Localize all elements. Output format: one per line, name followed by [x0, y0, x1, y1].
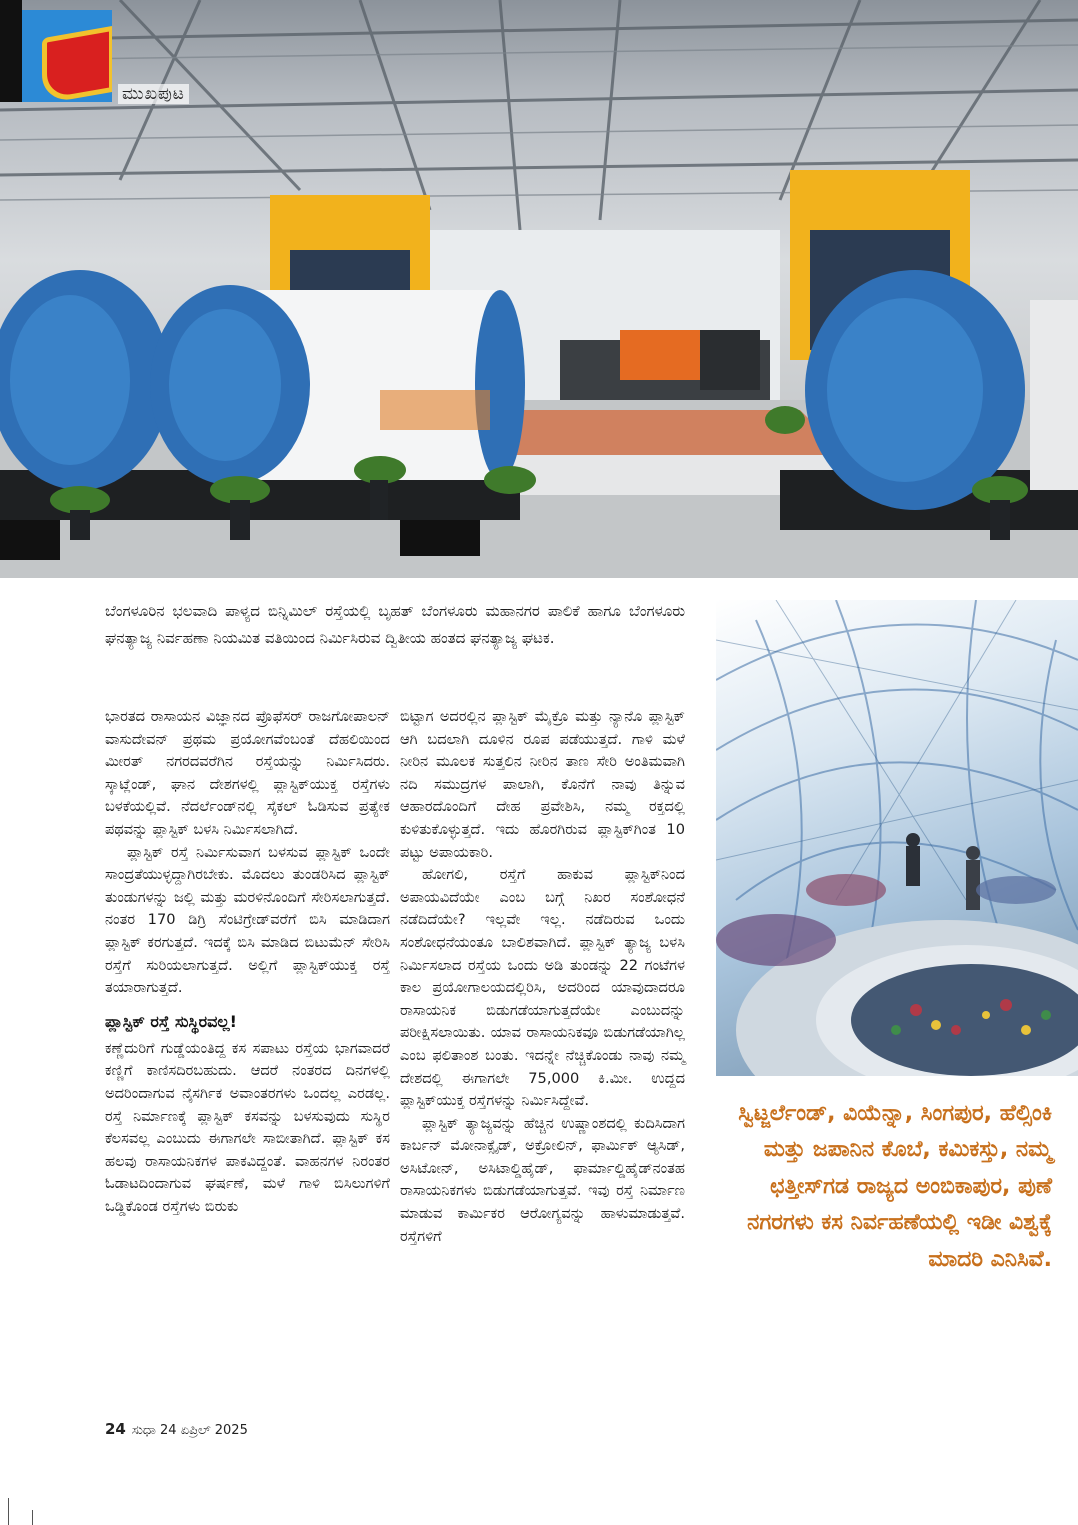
paragraph: ಭಾರತದ ರಾಸಾಯನ ವಿಜ್ಞಾನದ ಪ್ರೊಫೆಸರ್ ರಾಜಗೋಪಾಲನ್ ವಾಸುದೇವನ್ ಪ್ರಥಮ ಪ್ರಯೋಗವೆಂಬಂತೆ ದೆಹಲಿಯಿಂದ ಮೀರತ್ ನಗರದವರೆಗಿನ ರಸ್ತೆಯನ್ನು ನಿರ್ಮಿಸಿದರು. ಸ್ಕಾಟ್ಲೆಂಡ್, ಘಾನ ದೇಶಗಳಲ್ಲಿ ಪ್ಲಾಸ್ಟಿಕ್‌ಯುಕ್ತ ರಸ್ತೆಗಳು ಬಳಕೆಯಲ್ಲಿವೆ. ನೆದರ್ಲೆಂಡ್‌ನಲ್ಲಿ ಸೈಕಲ್ ಓಡಿಸುವ ಪ್ರತ್ಯೇಕ ಪಥವನ್ನು ಪ್ಲಾಸ್ಟಿಕ್ ಬಳಸಿ ನಿರ್ಮಿಸಲಾಗಿದೆ. [105, 708, 390, 838]
paragraph: ಬಿಟ್ಟಾಗ ಅದರಲ್ಲಿನ ಪ್ಲಾಸ್ಟಿಕ್ ಮೈಕ್ರೊ ಮತ್ತು ನ್ಯಾನೊ ಪ್ಲಾಸ್ಟಿಕ್ ಆಗಿ ಬದಲಾಗಿ ದೂಳಿನ ರೂಪ ಪಡೆಯುತ್ತದೆ. ಗಾಳಿ ಮಳೆ ನೀರಿನ ಮೂಲಕ ಸುತ್ತಲಿನ ನೀರಿನ ತಾಣ ಸೇರಿ ಅಂತಿಮವಾಗಿ ನದಿ ಸಮುದ್ರಗಳ ಪಾಲಾಗಿ, ಕೊನೆಗೆ ನಾವು ತಿನ್ನುವ ಆಹಾರದೊಂದಿಗೆ ದೇಹ ಪ್ರವೇಶಿಸಿ, ನಮ್ಮ ರಕ್ತದಲ್ಲಿ ಕುಳಿತುಕೊಳ್ಳುತ್ತದೆ. ಇದು ಹೊರಗಿರುವ ಪ್ಲಾಸ್ಟಿಕ್‌ಗಿಂತ 10 ಪಟ್ಟು ಅಪಾಯಕಾರಿ. [400, 708, 685, 861]
magazine-logo [22, 10, 112, 102]
issue-info: ಸುಧಾ 24 ಏಪ್ರಿಲ್ 2025 [131, 1423, 248, 1438]
article-column-left [105, 706, 390, 1218]
paragraph: ಕಣ್ಣೆದುರಿಗೆ ಗುಡ್ಡೆಯಂತಿದ್ದ ಕಸ ಸಪಾಟು ರಸ್ತೆಯ ಭಾಗವಾದರೆ ಕಣ್ಣಿಗೆ ಕಾಣಿಸದಿರಬಹುದು. ಆದರೆ ನಂತರದ ದಿನಗಳಲ್ಲಿ ಅದರಿಂದಾಗುವ ನೈಸರ್ಗಿಕ ಅವಾಂತರಗಳು ಒಂದಲ್ಲ ಎರಡಲ್ಲ. ರಸ್ತೆ ನಿರ್ಮಾಣಕ್ಕೆ ಪ್ಲಾಸ್ಟಿಕ್ ಕಸವನ್ನು ಬಳಸುವುದು ಸುಸ್ಥಿರ ಕೆಲಸವಲ್ಲ ಎಂಬುದು ಈಗಾಗಲೇ ಸಾಬೀತಾಗಿದೆ. ಪ್ಲಾಸ್ಟಿಕ್ ಕಸ ಹಲವು ರಾಸಾಯನಿಕಗಳ ಪಾಕವಿದ್ದಂತೆ. ವಾಹನಗಳ ನಿರಂತರ ಓಡಾಟದಿಂದಾಗುವ ಘರ್ಷಣೆ, ಮಳೆ ಗಾಳಿ ಬಿಸಿಲುಗಳಿಗೆ ಒಡ್ಡಿಕೊಂಡ ರಸ್ತೆಗಳು ಬಿರುಕು [105, 1039, 390, 1215]
crop-mark [32, 1510, 33, 1525]
crop-mark [8, 1498, 9, 1525]
paragraph: ಹೋಗಲಿ, ರಸ್ತೆಗೆ ಹಾಕುವ ಪ್ಲಾಸ್ಟಿಕ್‌ನಿಂದ ಅಪಾಯವಿದೆಯೇ ಎಂಬ ಬಗ್ಗೆ ನಿಖರ ಸಂಶೋಧನೆ ನಡೆದಿದೆಯೇ? ಇಲ್ಲವೇ ಇಲ್ಲ. ನಡೆದಿರುವ ಒಂದು ಸಂಶೋಧನೆಯಂತೂ ಬಾಲಿಶವಾಗಿದೆ. ಪ್ಲಾಸ್ಟಿಕ್ ತ್ಯಾಜ್ಯ ಬಳಸಿ ನಿರ್ಮಿಸಲಾದ ರಸ್ತೆಯ ಒಂದು ಅಡಿ ತುಂಡನ್ನು 22 ಗಂಟೆಗಳ ಕಾಲ ಪ್ರಯೋಗಾಲಯದಲ್ಲಿರಿಸಿ, ಅದರಿಂದ ಯಾವುದಾದರೂ ರಾಸಾಯನಿಕ ಬಿಡುಗಡೆಯಾಗುತ್ತದೆಯೇ ಎಂಬುದನ್ನು ಪರೀಕ್ಷಿಸಲಾಯಿತು. ಯಾವ ರಾಸಾಯನಿಕವೂ ಬಿಡುಗಡೆಯಾಗಿಲ್ಲ ಎಂಬ ಫಲಿತಾಂಶ ಬಂತು. ಇದನ್ನೇ ನೆಚ್ಚಿಕೊಂಡು ನಾವು ನಮ್ಮ ದೇಶದಲ್ಲಿ ಈಗಾಗಲೇ 75,000 ಕಿ.ಮೀ. ಉದ್ದದ ಪ್ಲಾಸ್ಟಿಕ್‌ಯುಕ್ತ ರಸ್ತೆಗಳನ್ನು ನಿರ್ಮಿಸಿದ್ದೇವೆ. [400, 866, 685, 1110]
page-number: 24 [105, 1420, 126, 1438]
pull-quote: ಸ್ವಿಟ್ಜರ್ಲೆಂಡ್, ವಿಯೆನ್ನಾ, ಸಿಂಗಪುರ, ಹೆಲ್ಸಿಂಕಿ ಮತ್ತು ಜಪಾನಿನ ಕೊಬೆ, ಕಮಿಕಸ್ತು, ನಮ್ಮ ಛತ್ತೀಸ್‌ಗಡ ರಾಜ್ಯದ ಅಂಬಿಕಾಪುರ, ಪುಣೆ ನಗರಗಳು ಕಸ ನಿರ್ವಹಣೆಯಲ್ಲಿ ಇಡೀ ವಿಶ್ವಕ್ಕೆ ಮಾದರಿ ಎನಿಸಿವೆ. [738, 1101, 1052, 1272]
page-folio [105, 1420, 248, 1438]
hero-photo [0, 0, 1078, 578]
logo-strip [0, 0, 22, 102]
photo-caption: ಬೆಂಗಳೂರಿನ ಭಲವಾದಿ ಪಾಳ್ಯದ ಬಿನ್ನಿಮಿಲ್ ರಸ್ತೆಯಲ್ಲಿ ಬೃಹತ್ ಬೆಂಗಳೂರು ಮಹಾನಗರ ಪಾಲಿಕೆ ಹಾಗೂ ಬೆಂಗಳೂರು ಘನತ್ಯಾಜ್ಯ ನಿರ್ವಹಣಾ ನಿಯಮಿತ ವತಿಯಿಂದ ನಿರ್ಮಿಸಿರುವ ದ್ವಿತೀಯ ಹಂತದ ಘನತ್ಯಾಜ್ಯ ಘಟಕ. [105, 602, 685, 647]
subheading: ಪ್ಲಾಸ್ಟಿಕ್ ರಸ್ತೆ ಸುಸ್ಥಿರವಲ್ಲ! [105, 1011, 237, 1031]
paragraph: ಪ್ಲಾಸ್ಟಿಕ್ ರಸ್ತೆ ನಿರ್ಮಿಸುವಾಗ ಬಳಸುವ ಪ್ಲಾಸ್ಟಿಕ್ ಒಂದೇ ಸಾಂದ್ರತೆಯುಳ್ಳದ್ದಾಗಿರಬೇಕು. ಮೊದಲು ತುಂಡರಿಸಿದ ಪ್ಲಾಸ್ಟಿಕ್ ತುಂಡುಗಳನ್ನು ಜಲ್ಲಿ ಮತ್ತು ಮರಳಿನೊಂದಿಗೆ ಸೇರಿಸಲಾಗುತ್ತದೆ. ನಂತರ 170 ಡಿಗ್ರಿ ಸೆಂಟಿಗ್ರೇಡ್‌ವರೆಗೆ ಬಿಸಿ ಮಾಡಿದಾಗ ಪ್ಲಾಸ್ಟಿಕ್ ಕರಗುತ್ತದೆ. ಇದಕ್ಕೆ ಬಿಸಿ ಮಾಡಿದ ಬಿಟುಮೆನ್ ಸೇರಿಸಿ ರಸ್ತೆಗೆ ಸುರಿಯಲಾಗುತ್ತದೆ. ಅಲ್ಲಿಗೆ ಪ್ಲಾಸ್ಟಿಕ್‌ಯುಕ್ತ ರಸ್ತೆ ತಯಾರಾಗುತ್ತದೆ. [105, 843, 390, 997]
side-photo [716, 600, 1078, 1076]
article-column-right [400, 706, 685, 1248]
paragraph: ಪ್ಲಾಸ್ಟಿಕ್ ತ್ಯಾಜ್ಯವನ್ನು ಹೆಚ್ಚಿನ ಉಷ್ಣಾಂಶದಲ್ಲಿ ಕುದಿಸಿದಾಗ ಕಾರ್ಬನ್ ಮೋನಾಕ್ಸೈಡ್, ಅಕ್ರೋಲಿನ್, ಫಾರ್ಮಿಕ್ ಆ್ಯಸಿಡ್, ಅಸಿಟೋನ್, ಅಸಿಟಾಲ್ಡಿಹೈಡ್, ಫಾರ್ಮಾಲ್ಡಿಹೈಡ್‌ನಂತಹ ರಾಸಾಯನಿಕಗಳು ಬಿಡುಗಡೆಯಾಗುತ್ತವೆ. ಇವು ರಸ್ತೆ ನಿರ್ಮಾಣ ಮಾಡುವ ಕಾರ್ಮಿಕರ ಆರೋಗ್ಯವನ್ನು ಹಾಳುಮಾಡುತ್ತವೆ. ರಸ್ತೆಗಳಿಗೆ [400, 1114, 685, 1245]
section-tag: ಮುಖಪುಟ [118, 84, 189, 104]
plastic-tunnel-illustration [716, 600, 1078, 1076]
